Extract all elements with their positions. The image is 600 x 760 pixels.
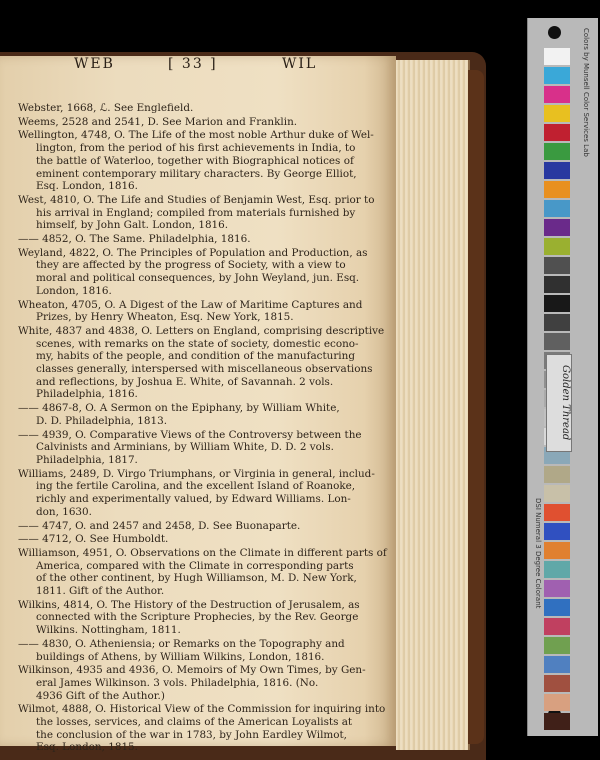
page-number: [ 33 ] (168, 56, 218, 72)
color-swatch (544, 656, 570, 673)
entry-line: of the other continent, by Hugh Williamson, M. D. New York, (36, 572, 357, 585)
header-right: WIL (282, 56, 318, 72)
entry-line: connected with the Scripture Prophecies, by the Rev. George (36, 611, 359, 624)
entry-line: Wilmot, 4888, O. Historical View of the Commission for inquiring into (18, 703, 386, 716)
color-swatch (544, 561, 570, 578)
entry-line: —— 4852, O. The Same. Philadelphia, 1816. (18, 233, 251, 246)
entry-line: —— 4747, O. and 2457 and 2458, D. See Buonaparte. (18, 519, 301, 532)
color-swatch (544, 295, 570, 312)
color-swatch (544, 124, 570, 141)
index-entry (18, 102, 386, 115)
index-entry (18, 402, 386, 427)
color-swatch (544, 637, 570, 654)
index-entry (18, 547, 386, 598)
color-swatch (544, 713, 570, 730)
target-bottom-label (530, 498, 542, 728)
color-swatch (544, 542, 570, 559)
entry-line: Webster, 1668, ℒ. See Englefield. (18, 102, 194, 114)
index-entry (18, 194, 386, 232)
color-swatch (544, 333, 570, 350)
side-label: Colors by Munsell Color Services Lab (582, 28, 590, 157)
color-swatch (544, 238, 570, 255)
color-swatch (544, 67, 570, 84)
entry-line: the battle of Waterloo, together with Biographical notices of (36, 154, 354, 167)
index-entry (18, 638, 386, 663)
color-swatch (544, 48, 570, 65)
punch-hole (548, 26, 561, 39)
index-entry (18, 703, 386, 754)
color-swatch (544, 580, 570, 597)
entry-line: Wellington, 4748, O. The Life of the most noble Arthur duke of Wel- (18, 129, 374, 142)
entry-line: richly and experimentally valued, by Edward Williams. Lon- (36, 493, 351, 506)
entry-line: eminent contemporary military characters. By George Elliot, (36, 167, 357, 180)
entry-line: Williamson, 4951, O. Observations on the Climate in different parts of (18, 546, 387, 559)
color-swatch (544, 485, 570, 502)
entry-line: and reflections, by Joshua E. White, of Savannah. 2 vols. (36, 375, 334, 388)
color-swatch (544, 219, 570, 236)
entry-line: —— 4867-8, O. A Sermon on the Epiphany, by William White, (18, 402, 340, 415)
entry-line: don, 1630. (36, 505, 92, 518)
entry-line: Esq. London, 1815. (36, 741, 138, 754)
color-swatch (544, 162, 570, 179)
index-entry (18, 533, 386, 546)
index-entry (18, 325, 386, 401)
entry-line: eral James Wilkinson. 3 vols. Philadelphia, 1816. (No. (36, 676, 319, 689)
index-entry (18, 129, 386, 193)
entry-line: —— 4939, O. Comparative Views of the Controversy between the (18, 428, 362, 441)
entry-line: —— 4712, O. See Humboldt. (18, 533, 169, 546)
entry-line: the conclusion of the war in 1783, by John Eardley Wilmot, (36, 728, 347, 741)
color-swatch (544, 523, 570, 540)
color-swatch (544, 200, 570, 217)
entry-line: my, habits of the people, and condition of the manufacturing (36, 350, 355, 363)
entry-line: classes generally, interspersed with miscellaneous observations (36, 363, 373, 376)
entry-line: Esq. London, 1816. (36, 180, 138, 193)
index-entry (18, 468, 386, 519)
entry-line: lington, from the period of his first achievements in India, to (36, 142, 356, 155)
index-entry (18, 429, 386, 467)
color-swatch (544, 181, 570, 198)
entry-line: 4936 Gift of the Author.) (36, 689, 165, 702)
color-swatch (544, 314, 570, 331)
index-entry (18, 520, 386, 533)
color-swatch (544, 276, 570, 293)
entry-line: they are affected by the progress of Society, with a view to (36, 259, 346, 272)
entry-line: Wilkinson, 4935 and 4936, O. Memoirs of My Own Times, by Gen- (18, 664, 366, 677)
color-swatch (544, 694, 570, 711)
entry-line: Wilkins. Nottingham, 1811. (36, 624, 181, 637)
index-entry (18, 233, 386, 246)
entry-line: Williams, 2489, D. Virgo Triumphans, or Virginia in general, includ- (18, 467, 375, 480)
index-entry (18, 247, 386, 298)
entry-line: ing the fertile Carolina, and the excellent Island of Roanoke, (36, 480, 356, 493)
target-side-label (578, 28, 590, 718)
entry-line: Philadelphia, 1817. (36, 453, 138, 466)
header-left: WEB (74, 56, 115, 72)
index-entries (18, 102, 386, 755)
color-target (527, 18, 598, 736)
entry-line: buildings of Athens, by William Wilkins, London, 1816. (36, 650, 325, 663)
index-entry (18, 299, 386, 324)
color-swatch (544, 143, 570, 160)
entry-line: himself, by John Galt. London, 1816. (36, 219, 229, 232)
index-entry (18, 599, 386, 637)
entry-line: America, compared with the Climate in corresponding parts (36, 559, 354, 572)
color-swatch (544, 257, 570, 274)
book-spine (468, 70, 484, 744)
color-swatch (544, 618, 570, 635)
index-entry (18, 664, 386, 702)
entry-line: moral and political consequences, by John Weyland, jun. Esq. (36, 272, 360, 285)
entry-line: Weyland, 4822, O. The Principles of Population and Production, as (18, 246, 368, 259)
entry-line: Philadelphia, 1816. (36, 388, 138, 401)
entry-line: Wheaton, 4705, O. A Digest of the Law of Maritime Captures and (18, 298, 363, 311)
page-edges (396, 60, 470, 750)
entry-line: D. D. Philadelphia, 1813. (36, 414, 167, 427)
color-swatch (544, 675, 570, 692)
entry-line: Prizes, by Henry Wheaton, Esq. New York, 1815. (36, 311, 294, 324)
color-swatch (544, 599, 570, 616)
entry-line: West, 4810, O. The Life and Studies of Benjamin West, Esq. prior to (18, 193, 375, 206)
entry-line: London, 1816. (36, 284, 112, 297)
entry-line: —— 4830, O. Atheniensia; or Remarks on the Topography and (18, 637, 345, 650)
brand-label: Golden Thread (546, 354, 572, 452)
bottom-label: DSI Numeral 3 Degree Colorant (534, 498, 542, 609)
entry-line: the losses, services, and claims of the American Loyalists at (36, 716, 353, 729)
entry-line: Weems, 2528 and 2541, D. See Marion and Franklin. (18, 115, 298, 128)
entry-line: Wilkins, 4814, O. The History of the Destruction of Jerusalem, as (18, 598, 360, 611)
color-swatch (544, 86, 570, 103)
entry-line: scenes, with remarks on the state of society, domestic econo- (36, 337, 359, 350)
color-swatch (544, 504, 570, 521)
entry-line: White, 4837 and 4838, O. Letters on England, comprising descriptive (18, 324, 385, 337)
color-swatch (544, 105, 570, 122)
index-entry (18, 116, 386, 129)
entry-line: his arrival in England; compiled from materials furnished by (36, 206, 356, 219)
color-swatch (544, 466, 570, 483)
entry-line: 1811. Gift of the Author. (36, 585, 165, 598)
entry-line: Calvinists and Arminians, by William White, D. D. 2 vols. (36, 441, 334, 454)
